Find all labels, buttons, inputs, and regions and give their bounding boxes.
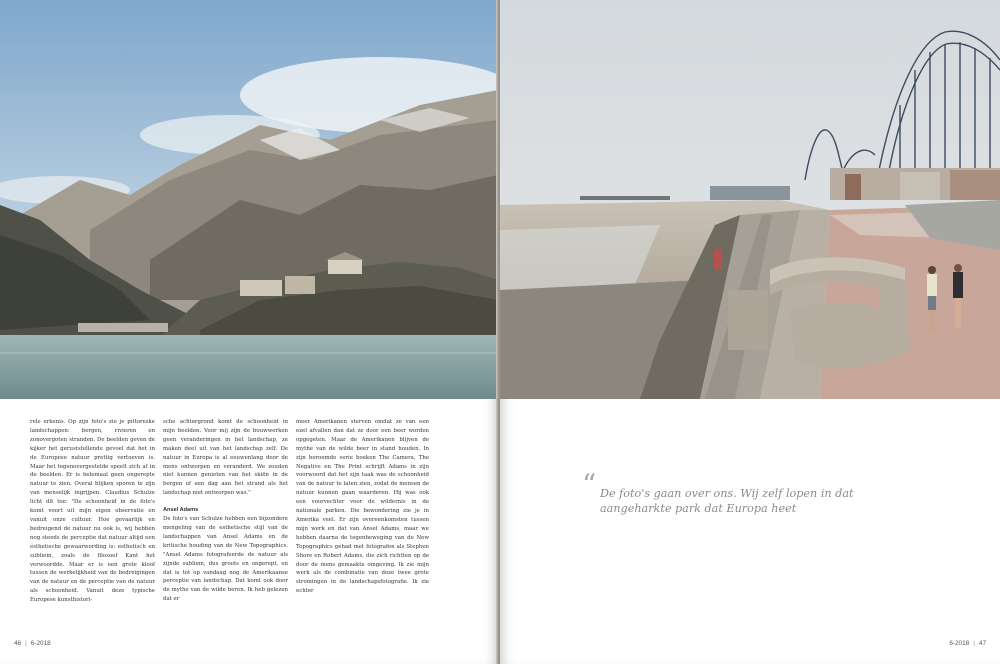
issue-label: 6-2018 xyxy=(30,640,51,647)
pull-quote xyxy=(582,468,910,516)
body-paragraph: rele erkenis. Op zijn foto's zie je pittoreske landschappen: bergen, rivieren en zonovergoten stranden. De beelden geven de kijker het geruststellende gevoel dat het in de Europese natuur prettig vertoeven is. Maar het tegenovergestelde speelt zich af in de beelden. Er is helemaal geen ongerepte natuur te zien. Overal blijken sporen te zijn van menselijk ingrijpen. Claudius Schulze licht dit toe: "De schoonheid in de foto's komt voort uit mijn eigen observatie en vanuit onze cultuur. Hoe gevaarlijk en bedreigend de natuur nu ook is, wij hebben nog steeds de perceptie dat natuur altijd een esthetische gewaarwording is: esthetisch en subliem, zoals de filosoof Kant het verwoordde. Maar er is een grote kloof tussen de werkelijkheid van de bedreigingen van de natuur en de perceptie van de natuur als schoonheid. Vanuit deze typische Europese kunsthistori- xyxy=(30,419,155,604)
body-paragraph: sche achtergrond komt de schoonheid in mijn beelden. Voor mij zijn de bouwwerken geen veranderingen in het landschap, ze maken deel uit van het landschap zelf. De natuur in Europa is al eeuwenlang door de mens ontworpen en veranderd. We zouden niet kunnen genieten van het skiën in de bergen of een dag aan het strand als het landschap niet ontworpen was." xyxy=(163,419,288,497)
body-column-2 xyxy=(163,418,288,604)
issue-label: 6-2018 xyxy=(949,640,970,647)
pull-quote-text: De foto's gaan over ons. Wij zelf lopen in dat aangeharkte park dat Europa heet xyxy=(600,487,854,515)
page-folio-left: 46 | 6-2018 xyxy=(14,640,51,647)
page-number: 46 xyxy=(14,640,22,647)
seaside-promenade-photo xyxy=(500,0,1000,399)
quote-mark-icon: “ xyxy=(582,468,597,501)
body-paragraph: De foto's van Schulze hebben een bijzondere mengeling van de esthetische stijl van de landschappen van Ansel Adams en de kritische houding van de New Topographics. "Ansel Adams fotografeerde de natuur als zijnde subliem, dus groots en ongerept, en dat is tot op vandaag nog de Amerikaanse perceptie van landschap. Dat komt ook door de mythe van de wilde beren. Ik heb gelezen dat er xyxy=(163,516,288,603)
body-column-1 xyxy=(30,418,155,605)
section-subhead: Ansel Adams xyxy=(163,507,199,514)
page-folio-right: 6-2018 | 47 xyxy=(949,640,986,647)
left-page xyxy=(0,0,498,664)
page-number: 47 xyxy=(978,640,986,647)
mountain-dam-photo xyxy=(0,0,498,399)
body-paragraph: meer Amerikanen sterven omdat ze van een ezel afvallen dan dat ze door een beer worden opgegeten. Maar de Amerikanen blijven de mythe van de wilde beer in stand houden. In zijn beroemde serie boeken The Camera, The Negative en The Print schrijft Adams in zijn voorwoord dat het zijn taak was de schoonheid van de natuur te laten zien, zodat de mensen de natuur kunnen gaan waarderen. Hij was ook een voorvechter voor de wildernis in de nationale parken. Die bewondering zie je in Amerika veel. Er zijn overeenkomsten tussen mijn werk en dat van Ansel Adams, maar we hebben daarna de tegenbeweging van de New Topographics gehad met fotografen als Stephen Shore en Robert Adams, die zich richtten op de door de mens gemaakte omgeving. Ik zie mijn werk als de combinatie van deze twee grote stromingen in de landschapsfotografie. Ik zie echter xyxy=(296,419,429,595)
right-page xyxy=(500,0,1000,664)
body-column-3 xyxy=(296,418,429,596)
